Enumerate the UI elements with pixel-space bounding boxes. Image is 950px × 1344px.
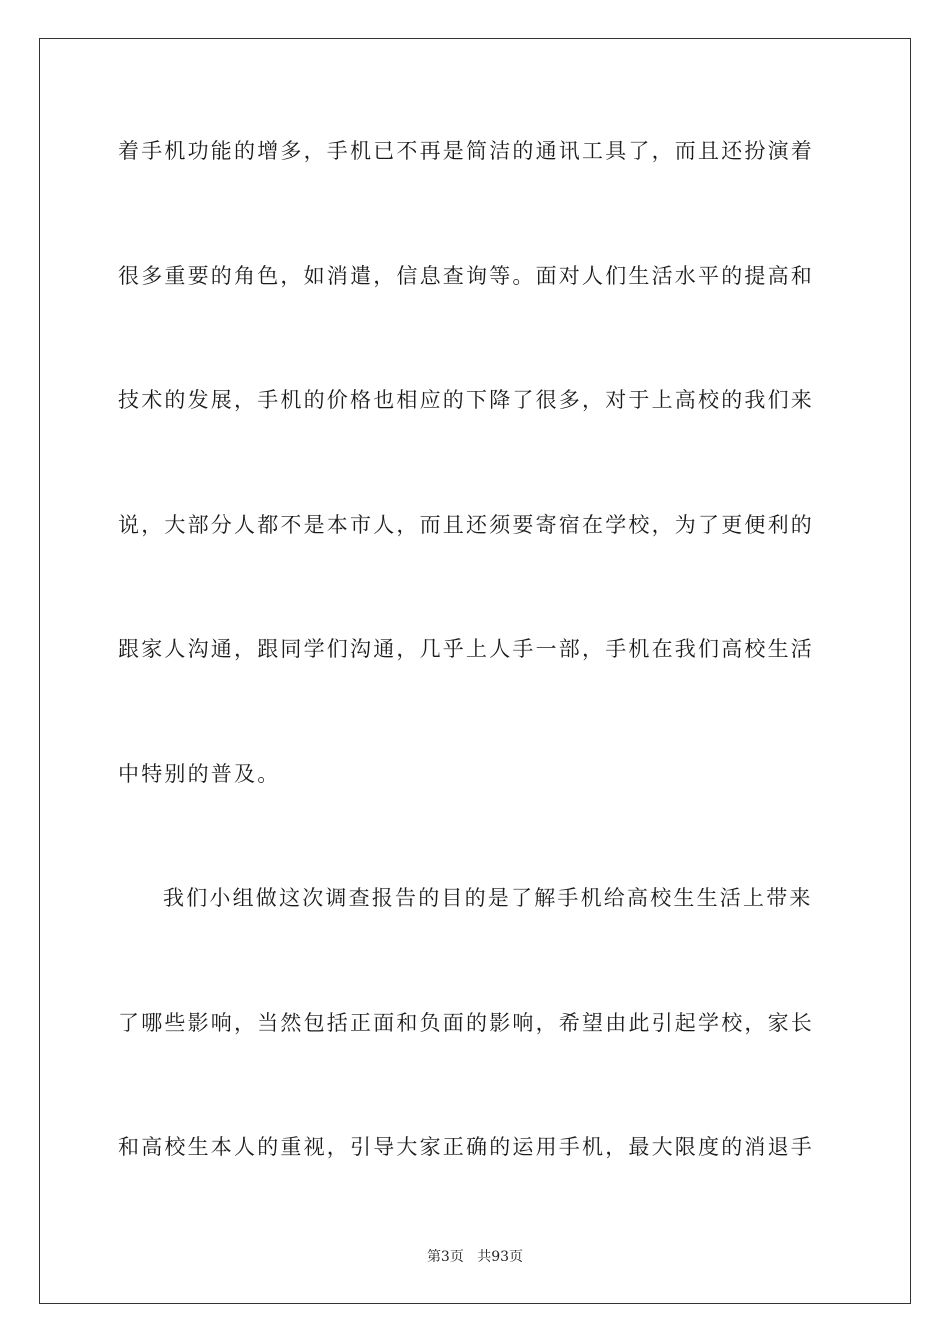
page-total: 共93页 [477,1249,524,1265]
text-line-7-paragraph-start: 我们小组做这次调查报告的目的是了解手机给高校生生活上带来 [163,886,813,910]
text-line-1: 着手机功能的增多，手机已不再是简洁的通讯工具了，而且还扮演着 [118,139,814,163]
text-line-3: 技术的发展，手机的价格也相应的下降了很多，对于上高校的我们来 [118,388,814,412]
text-line-6: 中特别的普及。 [118,762,281,786]
page-border [39,38,911,1304]
text-line-2: 很多重要的角色，如消遣，信息查询等。面对人们生活水平的提高和 [118,264,814,288]
text-line-8: 了哪些影响，当然包括正面和负面的影响，希望由此引起学校，家长 [118,1011,814,1035]
text-line-9: 和高校生本人的重视，引导大家正确的运用手机，最大限度的消退手 [118,1135,814,1159]
text-line-5: 跟家人沟通，跟同学们沟通，几乎上人手一部，手机在我们高校生活 [118,637,814,661]
page-number: 第3页 [426,1249,464,1265]
page-footer [0,1247,950,1267]
text-line-4: 说，大部分人都不是本市人，而且还须要寄宿在学校，为了更便利的 [118,513,814,537]
